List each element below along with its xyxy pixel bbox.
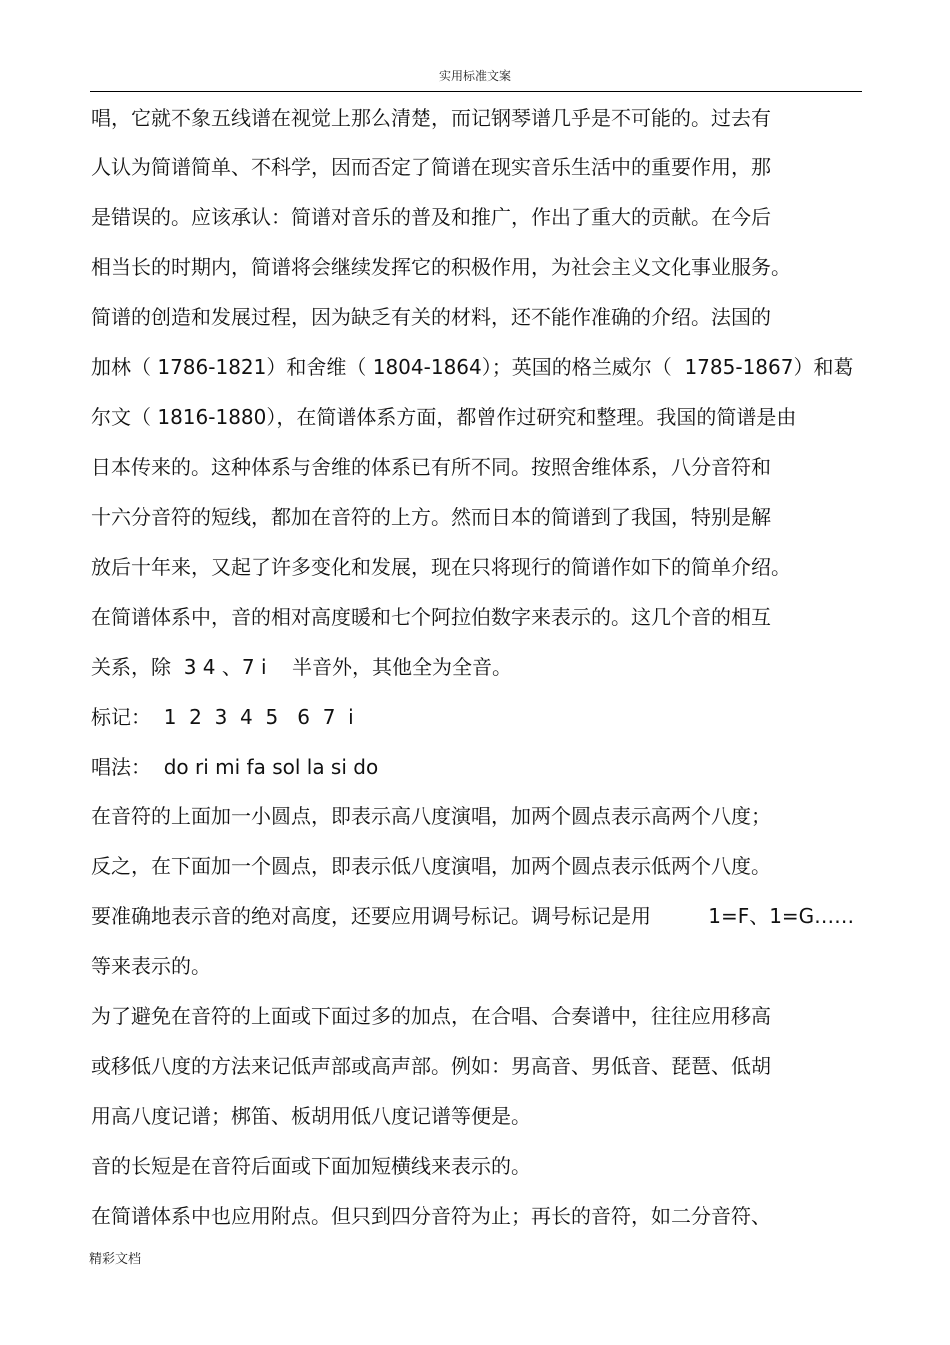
text-line: 尔文（ 1816-1880），在简谱体系方面，都曾作过研究和整理。我国的简谱是由 [91,405,797,429]
text-line: 反之，在下面加一个圆点，即表示低八度演唱，加两个圆点表示低两个八度。 [91,854,771,878]
text-line: 在简谱体系中，音的相对高度暖和七个阿拉伯数字来表示的。这几个音的相互 [91,605,771,629]
text-line: 人认为简谱简单、不科学，因而否定了简谱在现实音乐生活中的重要作用，那 [91,155,771,179]
text-line: 标记： 1 2 3 4 5 6 7 i [91,705,354,729]
text-line: 在简谱体系中也应用附点。但只到四分音符为止；再长的音符，如二分音符、 [91,1204,771,1228]
text-line: 或移低八度的方法来记低声部或高声部。例如：男高音、男低音、琵琶、低胡 [91,1054,771,1078]
page-header-title: 实用标准文案 [438,69,511,83]
text-line: 日本传来的。这种体系与舍维的体系已有所不同。按照舍维体系，八分音符和 [91,455,771,479]
header-divider [90,91,862,92]
text-line: 音的长短是在音符后面或下面加短横线来表示的。 [91,1154,531,1178]
text-line: 用高八度记谱；梆笛、板胡用低八度记谱等便是。 [91,1104,531,1128]
text-line: 放后十年来，又起了许多变化和发展，现在只将现行的简谱作如下的简单介绍。 [91,555,791,579]
text-line: 加林（ 1786-1821）和舍维（ 1804-1864）；英国的格兰威尔（ 1785-1867）和葛 [91,355,854,379]
text-line: 在音符的上面加一小圆点，即表示高八度演唱，加两个圆点表示高两个八度； [91,804,771,828]
text-line: 相当长的时期内，简谱将会继续发挥它的积极作用，为社会主义文化事业服务。 [91,255,791,279]
text-line: 是错误的。应该承认：简谱对音乐的普及和推广，作出了重大的贡献。在今后 [91,205,771,229]
text-line: 简谱的创造和发展过程，因为缺乏有关的材料，还不能作准确的介绍。法国的 [91,305,771,329]
text-line: 十六分音符的短线，都加在音符的上方。然而日本的简谱到了我国，特别是解 [91,505,771,529]
text-line: 关系，除 3 4 、7 i 半音外，其他全为全音。 [91,655,512,679]
page-footer-label: 精彩文档 [89,1252,142,1267]
text-line: 唱，它就不象五线谱在视觉上那么清楚，而记钢琴谱几乎是不可能的。过去有 [91,106,771,130]
text-line: 等来表示的。 [91,954,211,978]
text-line: 要准确地表示音的绝对高度，还要应用调号标记。调号标记是用 1=F、1=G…… [91,904,855,928]
text-line: 唱法： do ri mi fa sol la si do [91,755,379,779]
text-line: 为了避免在音符的上面或下面过多的加点，在合唱、合奏谱中，往往应用移高 [91,1004,771,1028]
